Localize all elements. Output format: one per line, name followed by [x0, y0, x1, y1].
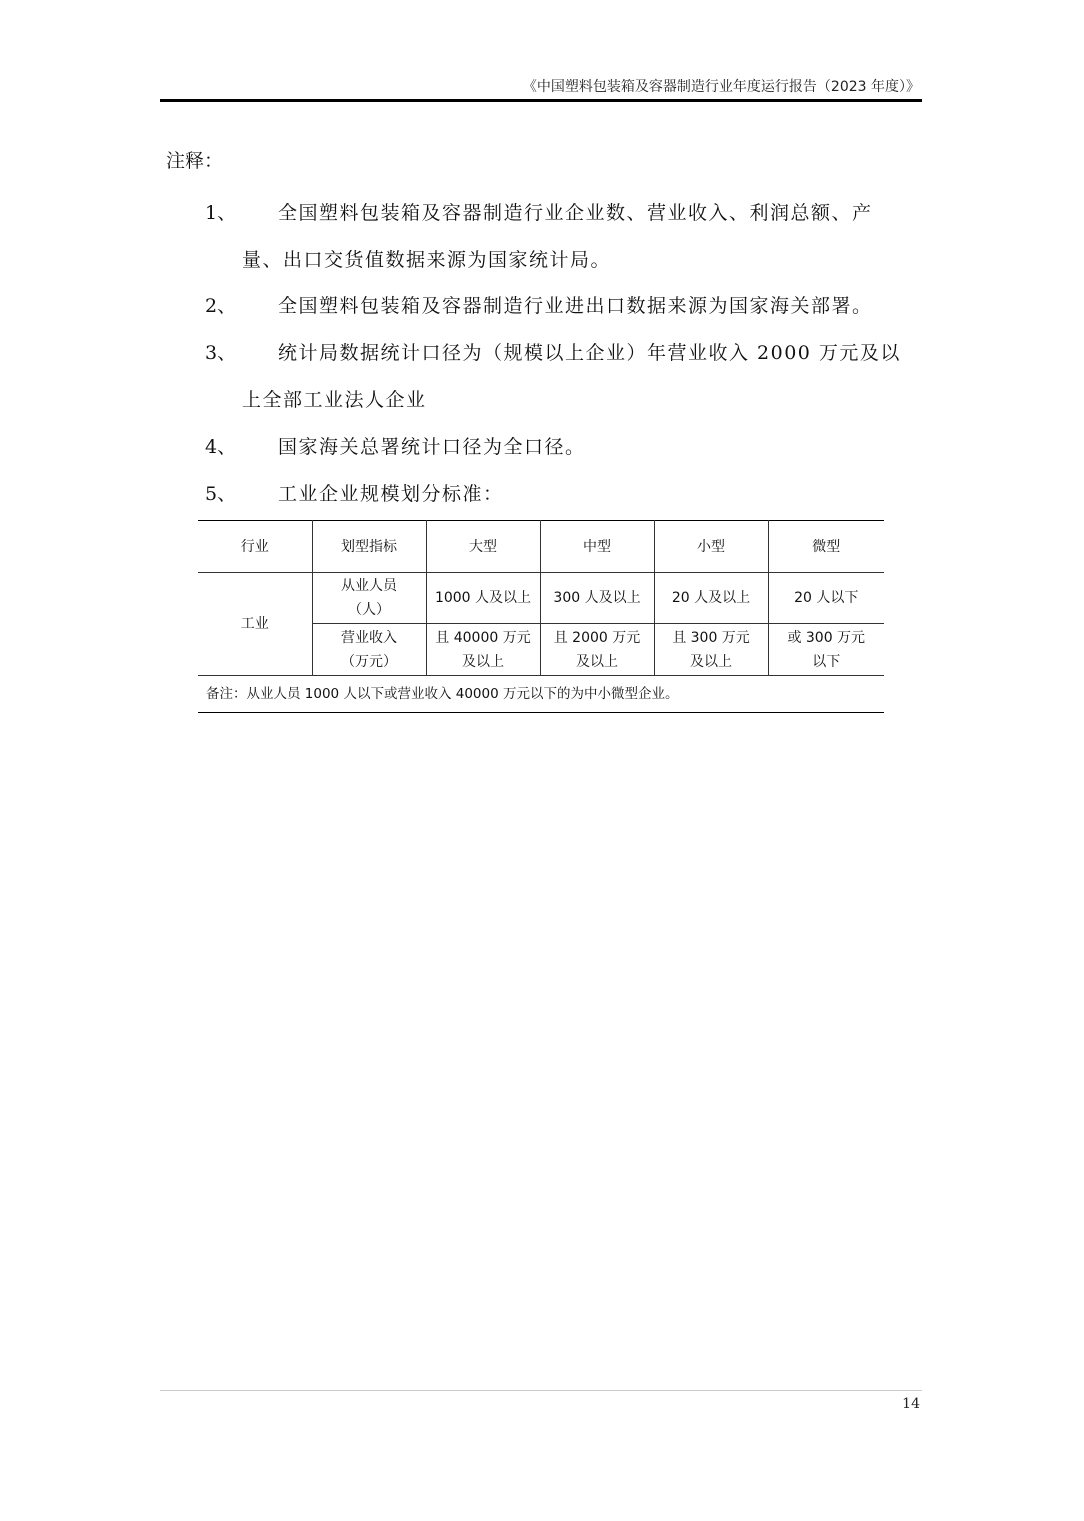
- note-number: 5、: [205, 483, 237, 505]
- note-1-continuation: 量、出口交货值数据来源为国家统计局。: [242, 249, 612, 271]
- header-medium: 中型: [540, 521, 654, 573]
- table-remark-row: [198, 676, 884, 713]
- note-3-continuation: 上全部工业法人企业: [242, 389, 427, 411]
- micro-cell: 20 人以下: [768, 573, 884, 624]
- cell-line: 且 300 万元: [672, 629, 750, 646]
- note-text: 全国塑料包装箱及容器制造行业进出口数据来源为国家海关部署。: [278, 295, 873, 317]
- cell-line: 及以上: [576, 653, 618, 670]
- cell-line: 或 300 万元: [787, 629, 866, 646]
- cell-line: 及以上: [462, 653, 504, 670]
- header-small: 小型: [654, 521, 768, 573]
- running-header: 《中国塑料包装箱及容器制造行业年度运行报告（2023 年度）》: [522, 79, 920, 95]
- header-micro: 微型: [768, 521, 884, 573]
- cell-line: 且 2000 万元: [553, 629, 641, 646]
- cell-line: 及以上: [690, 653, 732, 670]
- header-industry: 行业: [198, 521, 312, 573]
- header-indicator: 划型指标: [312, 521, 426, 573]
- table-remark: 备注：从业人员 1000 人以下或营业收入 40000 万元以下的为中小微型企业。: [198, 676, 884, 713]
- large-cell: [426, 624, 540, 676]
- small-cell: 20 人及以上: [654, 573, 768, 624]
- enterprise-size-table: [198, 520, 884, 713]
- industry-cell: 工业: [198, 573, 312, 676]
- indicator-cell: [312, 624, 426, 676]
- note-number: 3、: [205, 342, 237, 364]
- small-cell: [654, 624, 768, 676]
- indicator-unit: （万元）: [341, 653, 397, 670]
- cell-line: 以下: [812, 653, 841, 670]
- notes-title: 注释：: [166, 150, 224, 172]
- note-text: 国家海关总署统计口径为全口径。: [278, 436, 586, 458]
- medium-cell: 300 人及以上: [540, 573, 654, 624]
- header-divider: [160, 99, 922, 102]
- note-number: 1、: [205, 202, 237, 224]
- footer-divider: [160, 1390, 922, 1391]
- indicator-cell: [312, 573, 426, 624]
- micro-cell: [768, 624, 884, 676]
- indicator-unit: （人）: [348, 602, 390, 618]
- page-number: 14: [902, 1396, 920, 1412]
- medium-cell: [540, 624, 654, 676]
- note-number: 2、: [205, 295, 237, 317]
- note-text: 全国塑料包装箱及容器制造行业企业数、营业收入、利润总额、产: [278, 202, 873, 224]
- note-text: 统计局数据统计口径为（规模以上企业）年营业收入 2000 万元及以: [278, 342, 901, 364]
- large-cell: 1000 人及以上: [426, 573, 540, 624]
- table-row: [198, 573, 884, 624]
- indicator-line: 营业收入: [341, 629, 397, 646]
- note-number: 4、: [205, 436, 237, 458]
- note-text: 工业企业规模划分标准：: [278, 483, 504, 505]
- cell-line: 且 40000 万元: [435, 629, 531, 646]
- header-large: 大型: [426, 521, 540, 573]
- indicator-line: 从业人员: [341, 578, 397, 594]
- table-header-row: [198, 521, 884, 573]
